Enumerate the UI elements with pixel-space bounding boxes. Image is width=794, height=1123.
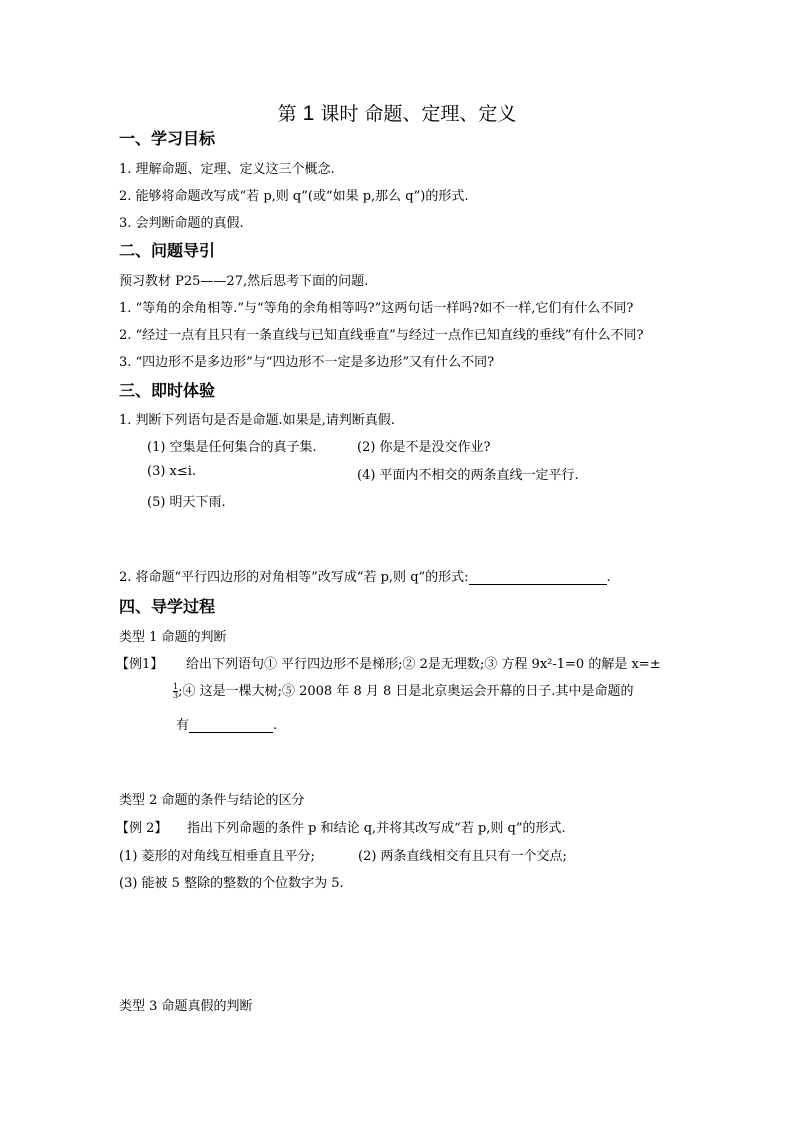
example-1-line-end: . xyxy=(273,718,278,733)
practice-question-1: 1. 判断下列语句是否是命题.如果是,请判断真假. xyxy=(119,413,395,428)
type-heading: 类型 1 命题的判断 xyxy=(119,630,227,645)
practice-question-2-text: 2. 将命题“平行四边形的对角相等”改写成“若 p,则 q”的形式: xyxy=(119,570,469,585)
title-text: 课时 命题、定理、定义 xyxy=(320,103,517,125)
guide-question: 1. “等角的余角相等.”与“等角的余角相等吗?”这两句话一样吗?如不一样,它们有什么不同? xyxy=(119,301,634,316)
goal-item: 2. 能够将命题改写成“若 p,则 q”(或“如果 p,那么 q”)的形式. xyxy=(119,189,469,204)
section-practice-heading: 三、即时体验 xyxy=(119,381,216,400)
example-2-item: (3) 能被 5 整除的整数的个位数字为 5. xyxy=(119,876,344,891)
practice-item: (3) x≤i. xyxy=(147,464,197,479)
practice-item: (2) 你是不是没交作业? xyxy=(357,440,491,455)
example-2-item: (2) 两条直线相交有且只有一个交点; xyxy=(358,849,567,864)
section-guide-heading: 二、问题导引 xyxy=(119,241,216,260)
example-1-label: 【例1】 xyxy=(116,657,164,672)
type-heading: 类型 2 命题的条件与结论的区分 xyxy=(119,793,305,808)
guide-question: 3. “四边形不是多边形”与“四边形不一定是多边形”又有什么不同? xyxy=(119,355,495,370)
section-goals-heading: 一、学习目标 xyxy=(119,129,216,148)
practice-item: (4) 平面内不相交的两条直线一定平行. xyxy=(357,468,579,483)
fraction-denominator: 3 xyxy=(173,691,179,700)
guide-question: 2. “经过一点有且只有一条直线与已知直线垂直”与经过一点作已知直线的垂线”有什么不同? xyxy=(119,328,644,343)
practice-item: (5) 明天下雨. xyxy=(147,495,226,510)
goal-item: 3. 会判断命题的真假. xyxy=(119,216,244,231)
fraction-numerator: 1 xyxy=(173,682,179,691)
answer-blank[interactable] xyxy=(189,720,273,733)
title-prefix: 第 xyxy=(277,103,297,125)
example-1-line xyxy=(176,714,277,733)
example-1-line xyxy=(173,680,634,700)
practice-question-2-end: . xyxy=(606,570,611,585)
example-1-line-text: ;④ 这是一棵大树;⑤ 2008 年 8 月 8 日是北京奥运会开幕的日子.其中是命题的 xyxy=(178,684,634,699)
title-number: 1 xyxy=(302,102,315,125)
type-heading: 类型 3 命题真假的判断 xyxy=(119,999,253,1014)
example-1-line-text: 有 xyxy=(176,718,190,733)
example-2-text: 指出下列命题的条件 p 和结论 q,并将其改写成“若 p,则 q”的形式. xyxy=(187,821,566,836)
answer-blank[interactable] xyxy=(469,572,607,585)
example-2-item: (1) 菱形的对角线互相垂直且平分; xyxy=(119,849,315,864)
page-title xyxy=(0,99,794,126)
practice-item: (1) 空集是任何集合的真子集. xyxy=(147,440,317,455)
example-1-line: 给出下列语句① 平行四边形不是梯形;② 2是无理数;③ 方程 9x²-1=0 的解是 x=± xyxy=(186,657,661,672)
practice-question-2 xyxy=(119,566,611,585)
goal-item: 1. 理解命题、定理、定义这三个概念. xyxy=(119,162,335,177)
example-2-label: 【例 2】 xyxy=(116,821,168,836)
section-process-heading: 四、导学过程 xyxy=(119,597,216,616)
guide-intro: 预习教材 P25——27,然后思考下面的问题. xyxy=(119,274,369,289)
